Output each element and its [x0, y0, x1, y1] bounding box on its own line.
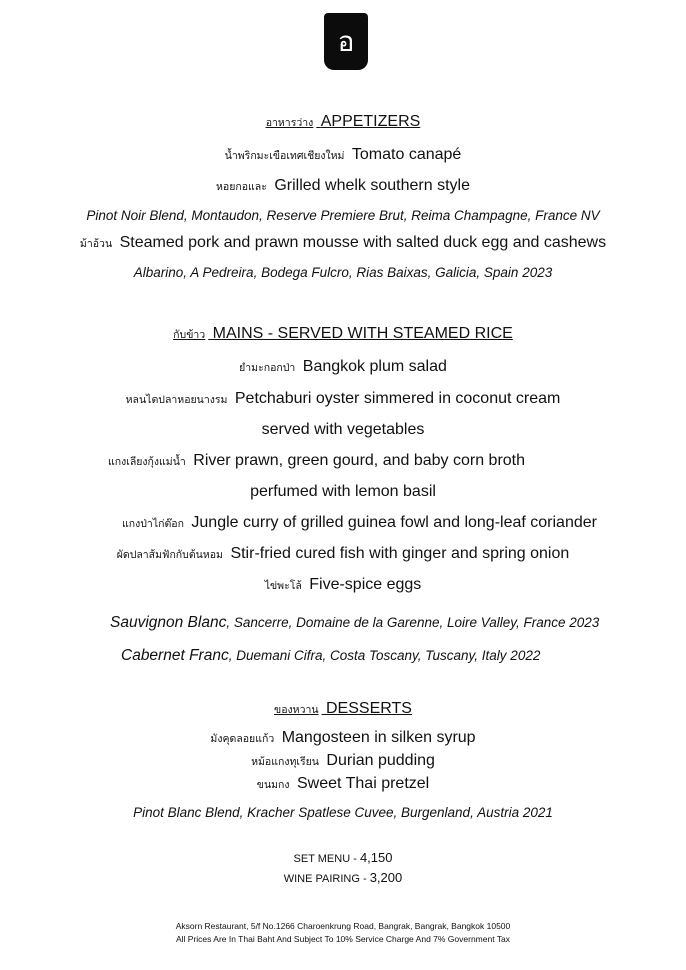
menu-item — [108, 452, 525, 470]
desserts-heading-th: ของหวาน — [274, 704, 319, 716]
wine-grape: Cabernet Franc — [121, 647, 229, 664]
item-english-name: Sweet Thai pretzel — [297, 775, 430, 792]
item-thai-name: มังคุดลอยแก้ว — [210, 733, 275, 745]
appetizers-heading — [0, 113, 686, 131]
item-thai-name: ไข่พะโล้ — [264, 580, 302, 592]
aksorn-logo-icon — [324, 13, 368, 70]
wine-detail: , Sancerre, Domaine de la Garenne, Loire Valley, France 2023 — [226, 615, 600, 630]
appetizers-heading-en: APPETIZERS — [320, 113, 421, 130]
menu-item — [0, 234, 686, 252]
item-thai-name: หม้อแกงทุเรียน — [251, 756, 319, 768]
item-english-name: Bangkok plum salad — [302, 358, 447, 375]
menu-item — [0, 146, 686, 164]
menu-item — [0, 545, 686, 563]
item-thai-name: ผัดปลาส้มฟักกับต้นหอม — [116, 549, 223, 561]
wine-pairing — [121, 647, 540, 665]
item-english-name: Durian pudding — [326, 752, 435, 769]
item-thai-name: ม้าอ้วน — [79, 238, 113, 250]
wine-pairing: Albarino, A Pedreira, Bodega Fulcro, Rias Baixas, Galicia, Spain 2023 — [133, 265, 553, 280]
wine-detail: , Duemani Cifra, Costa Toscany, Tuscany, Italy 2022 — [228, 648, 541, 663]
menu-item — [0, 775, 686, 793]
item-english-name: Petchaburi oyster simmered in coconut cream — [234, 390, 561, 407]
logo-glyph — [324, 13, 368, 70]
mains-heading-en: MAINS - SERVED WITH STEAMED RICE — [212, 325, 513, 342]
mains-heading-th: กับข้าว — [173, 329, 206, 341]
set-menu-label: SET MENU - — [293, 853, 360, 865]
wine-pairing: Pinot Noir Blend, Montaudon, Reserve Premiere Brut, Reima Champagne, France NV — [86, 208, 600, 223]
wine-pairing: Pinot Blanc Blend, Kracher Spatlese Cuvee, Burgenland, Austria 2021 — [133, 805, 553, 820]
menu-item — [0, 752, 686, 770]
item-english-name: River prawn, green gourd, and baby corn broth — [193, 452, 526, 469]
item-thai-name: ยำมะกอกป่า — [239, 362, 296, 374]
item-english-name: Steamed pork and prawn mousse with salted duck egg and cashews — [119, 234, 607, 251]
set-menu-value: 4,150 — [359, 850, 393, 865]
item-thai-name: ขนมกง — [256, 779, 290, 791]
item-thai-name: แกงเลียงกุ้งแม่น้ำ — [108, 456, 186, 468]
menu-item — [122, 514, 597, 532]
mains-heading — [0, 325, 686, 343]
wine-pairing — [110, 614, 599, 632]
footer-tax-note: All Prices Are In Thai Baht And Subject To 10% Service Charge And 7% Government Tax — [175, 934, 511, 944]
footer-address: Aksorn Restaurant, 5/f No.1266 Charoenkrung Road, Bangrak, Bangrak, Bangkok 10500 — [175, 921, 511, 931]
item-english-name: Grilled whelk southern style — [274, 177, 470, 194]
menu-item-continuation: served with vegetables — [261, 421, 425, 438]
menu-item — [0, 390, 686, 408]
wine-grape: Sauvignon Blanc — [110, 614, 227, 631]
item-english-name: Tomato canapé — [351, 146, 462, 163]
wine-pairing-price — [0, 869, 686, 887]
menu-item — [0, 729, 686, 747]
item-english-name: Mangosteen in silken syrup — [281, 729, 476, 746]
svg-text:อ: อ — [337, 25, 355, 58]
menu-item — [0, 358, 686, 376]
item-english-name: Jungle curry of grilled guinea fowl and long-leaf coriander — [191, 514, 597, 531]
item-english-name: Stir-fried cured fish with ginger and spring onion — [230, 545, 570, 562]
item-thai-name: น้ำพริกมะเขือเทศเชียงใหม่ — [224, 150, 345, 162]
set-menu-price — [0, 849, 686, 867]
item-thai-name: หลนไตปลาหอยนางรม — [125, 394, 228, 406]
item-english-name: Five-spice eggs — [309, 576, 422, 593]
item-thai-name: แกงป่าไก่ต๊อก — [122, 518, 184, 530]
menu-item-continuation: perfumed with lemon basil — [250, 483, 436, 500]
desserts-heading-en: DESSERTS — [326, 700, 412, 717]
desserts-heading — [0, 700, 686, 718]
wine-pairing-label: WINE PAIRING - — [283, 873, 370, 885]
wine-pairing-value: 3,200 — [369, 870, 403, 885]
menu-item — [0, 576, 686, 594]
item-thai-name: หอยกอและ — [216, 181, 267, 193]
appetizers-heading-th: อาหารว่าง — [265, 117, 314, 129]
menu-item — [0, 177, 686, 195]
